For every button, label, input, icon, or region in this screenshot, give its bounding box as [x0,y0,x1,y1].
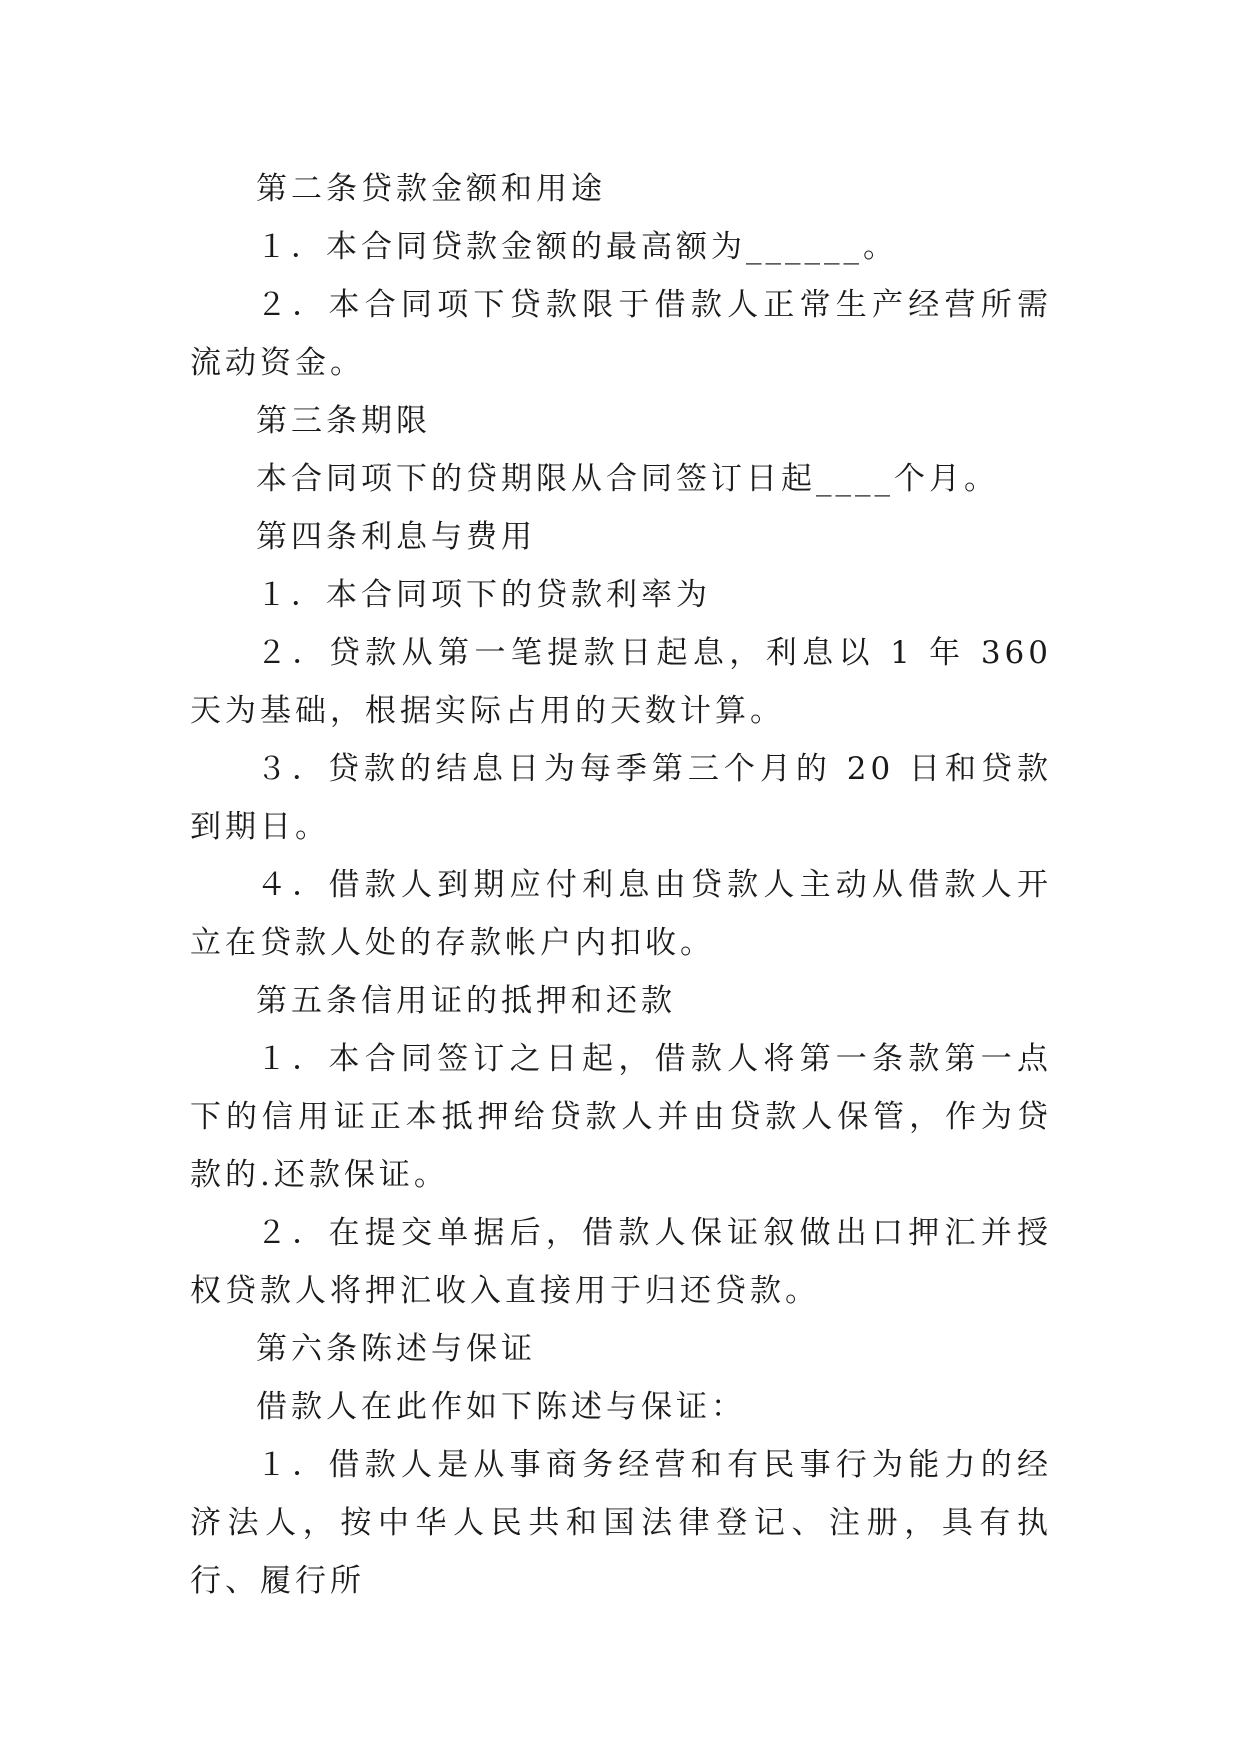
article-2-heading: 第二条贷款金额和用途 [256,171,606,207]
article-5-item-2: ２．在提交单据后，借款人保证叙做出口押汇并授权贷款人将押汇收入直接用于归还贷款。 [190,1215,1052,1309]
article-4-item-2: ２．贷款从第一笔提款日起息，利息以 1 年 360 天为基础，根据实际占用的天数计算。 [190,635,1052,729]
article-4-item-4: ４．借款人到期应付利息由贷款人主动从借款人开立在贷款人处的存款帐户内扣收。 [190,867,1052,961]
article-3-heading: 第三条期限 [256,403,431,439]
article-4-item-1: １．本合同项下的贷款利率为 [256,577,711,613]
article-6-heading: 第六条陈述与保证 [256,1331,536,1367]
article-2-item-1: １．本合同贷款金额的最高额为______。 [256,229,898,265]
document-body [190,160,1052,1610]
article-3-body: 本合同项下的贷期限从合同签订日起____个月。 [256,461,999,497]
article-6-intro: 借款人在此作如下陈述与保证： [256,1389,746,1425]
article-4-heading: 第四条利息与费用 [256,519,536,555]
article-5-heading: 第五条信用证的抵押和还款 [256,983,676,1019]
article-4-item-3: ３．贷款的结息日为每季第三个月的 20 日和贷款到期日。 [190,751,1052,845]
article-2-item-2: ２．本合同项下贷款限于借款人正常生产经营所需流动资金。 [190,287,1052,381]
article-6-item-1: １．借款人是从事商务经营和有民事行为能力的经济法人，按中华人民共和国法律登记、注册，具有执行、履行所 [190,1447,1052,1599]
article-5-item-1: １．本合同签订之日起，借款人将第一条款第一点下的信用证正本抵押给贷款人并由贷款人保管，作为贷款的.还款保证。 [190,1041,1052,1193]
